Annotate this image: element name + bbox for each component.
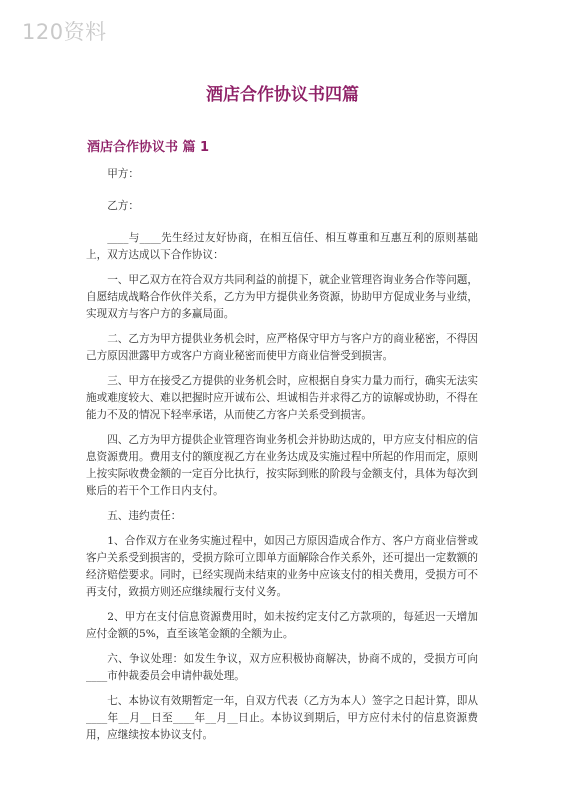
clause-3-paragraph: 三、甲方在接受乙方提供的业务机会时，应根据自身实力量力而行，确实无法实施或难度较大、难以把握时应开诚布公、坦诚相告并求得乙方的谅解或协助，不得在能力不及的情况下轻率承诺，从而使乙方客户关系受到损害。 — [86, 375, 478, 421]
document-title: 酒店合作协议书四篇 — [206, 85, 359, 105]
document-body — [86, 166, 478, 752]
clause-5-1-paragraph: 1、合作双方在业务实施过程中，如因己方原因造成合作方、客户方商业信誉或客户关系受到损害的，受损方除可立即单方面解除合作关系外，还可提出一定数额的经济赔偿要求。同时，已经实现尚未结束的业务中应该支付的相关费用，受损方可不再支付，致损方则还应继续履行支付义务。 — [86, 535, 478, 598]
clause-5-2-paragraph: 2、甲方在支付信息资源费用时，如未按约定支付乙方款项的，每延迟一天增加应付金额的5%，直至该笔金额的全额为止。 — [86, 611, 478, 640]
clause-7-paragraph: 七、本协议有效期暂定一年，自双方代表（乙方为本人）签字之日起计算，即从____年__月__日至____年__月__日止。本协议到期后，甲方应付未付的信息资源费用，应继续按本协议支付。 — [86, 695, 478, 741]
preamble-paragraph: ____与____先生经过友好协商，在相互信任、相互尊重和互惠互利的原则基础上，双方达成以下合作协议： — [86, 232, 478, 261]
clause-2-paragraph: 二、乙方为甲方提供业务机会时，应严格保守甲方与客户方的商业秘密，不得因己方原因泄露甲方或客户方商业秘密而使甲方商业信誉受到损害。 — [86, 333, 478, 362]
section-heading: 酒店合作协议书 篇 1 — [87, 140, 210, 155]
party-a-line: 甲方： — [107, 168, 139, 180]
clause-4-paragraph: 四、乙方为甲方提供企业管理咨询业务机会并协助达成的，甲方应支付相应的信息资源费用。费用支付的额度视乙方在业务达成及实施过程中所起的作用而定，原则上按实际收费金额的一定百分比执行，按实际到账的阶段与金额支付，具体为每次到账后的若干个工作日内支付。 — [86, 434, 478, 497]
watermark-logo: 120资料 — [22, 20, 107, 44]
clause-5-heading: 五、违约责任： — [107, 510, 182, 522]
clause-6-paragraph: 六、争议处理：如发生争议，双方应积极协商解决，协商不成的，受损方可向____市仲裁委员会申请仲裁处理。 — [86, 653, 478, 682]
clause-1-paragraph: 一、甲乙双方在符合双方共同利益的前提下，就企业管理咨询业务合作等问题，自愿结成战略合作伙伴关系，乙方为甲方提供业务资源，协助甲方促成业务与业绩，实现双方与客户方的多赢局面。 — [86, 274, 478, 320]
party-b-line: 乙方： — [107, 200, 139, 212]
